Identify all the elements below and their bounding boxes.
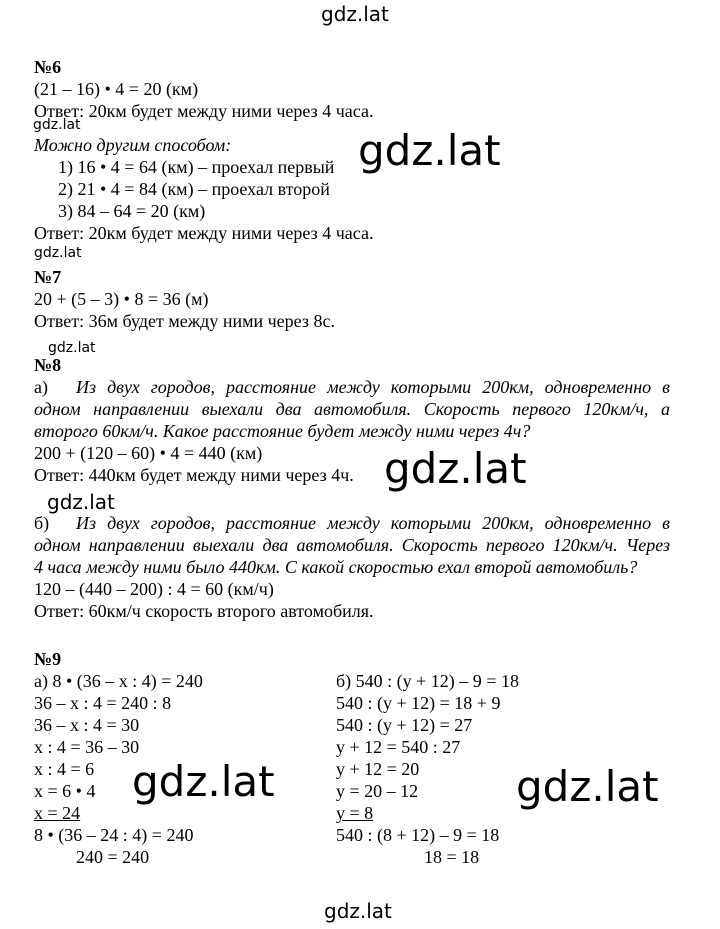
equation-a-line: x = 6 • 4 xyxy=(34,781,96,801)
equation-a-line: 36 – x : 4 = 240 : 8 xyxy=(34,693,172,713)
problem-6-step-3: 3) 84 – 64 = 20 (км) xyxy=(58,201,206,221)
problem-6-step-1: 1) 16 • 4 = 64 (км) – проехал первый xyxy=(58,157,335,177)
problem-8b-answer: Ответ: 60км/ч скорость второго автомобиля. xyxy=(34,601,374,621)
problem-8b-solution: 120 – (440 – 200) : 4 = 60 (км/ч) xyxy=(34,579,274,599)
watermark-small: gdz.lat xyxy=(33,117,81,133)
problem-8a-text-line: одном направлении выехали два автомобиля. Скорость первого 120км/ч, а xyxy=(34,399,670,419)
problem-7-answer: Ответ: 36м будет между ними через 8с. xyxy=(34,311,335,331)
problem-7-solution: 20 + (5 – 3) • 8 = 36 (м) xyxy=(34,289,209,309)
equation-b-line: 540 : (y + 12) = 18 + 9 xyxy=(336,693,501,713)
equation-a-line: а) 8 • (36 – x : 4) = 240 xyxy=(34,671,203,691)
equation-b-result: y = 8 xyxy=(336,803,374,823)
problem-8b-text-line: Из двух городов, расстояние между которыми 200км, одновременно в xyxy=(76,513,670,533)
watermark-bottom: gdz.lat xyxy=(324,899,392,923)
equation-a-check: 8 • (36 – 24 : 4) = 240 xyxy=(34,825,194,845)
problem-8a-answer: Ответ: 440км будет между ними через 4ч. xyxy=(34,465,354,485)
equation-a-result: x = 24 xyxy=(34,803,81,823)
problem-9-heading: №9 xyxy=(34,649,62,669)
problem-8a-solution: 200 + (120 – 60) • 4 = 440 (км) xyxy=(34,443,263,463)
problem-6-step-2: 2) 21 • 4 = 84 (км) – проехал второй xyxy=(58,179,330,199)
equation-a-line: 36 – x : 4 = 30 xyxy=(34,715,140,735)
watermark-small: gdz.lat xyxy=(34,245,82,261)
problem-6-alt-method: Можно другим способом: xyxy=(34,135,232,155)
watermark-medium: gdz.lat xyxy=(47,490,115,514)
equation-b-line: y + 12 = 540 : 27 xyxy=(336,737,461,757)
problem-6-answer-2: Ответ: 20км будет между ними через 4 часа. xyxy=(34,223,374,243)
problem-6-answer: Ответ: 20км будет между ними через 4 часа. xyxy=(34,101,374,121)
problem-7-heading: №7 xyxy=(34,267,62,287)
watermark-large: gdz.lat xyxy=(516,762,659,811)
watermark-large: gdz.lat xyxy=(358,126,501,175)
equation-b-check: 540 : (8 + 12) – 9 = 18 xyxy=(336,825,500,845)
watermark-large: gdz.lat xyxy=(384,444,527,493)
equation-a-line: x : 4 = 36 – 30 xyxy=(34,737,140,757)
problem-8a-text-line: Из двух городов, расстояние между которыми 200км, одновременно в xyxy=(76,377,670,397)
equation-a-line: x : 4 = 6 xyxy=(34,759,95,779)
problem-6-heading: №6 xyxy=(34,57,62,77)
watermark-small: gdz.lat xyxy=(48,340,96,356)
equation-b-line: y = 20 – 12 xyxy=(336,781,419,801)
equation-b-check-result: 18 = 18 xyxy=(424,847,480,867)
problem-6-solution: (21 – 16) • 4 = 20 (км) xyxy=(34,79,199,99)
equation-b-line: б) 540 : (y + 12) – 9 = 18 xyxy=(336,671,519,691)
watermark-large: gdz.lat xyxy=(132,757,275,806)
problem-8b-text-line: 4 часа между ними было 440км. С какой скоростью ехал второй автомобиль? xyxy=(34,557,638,577)
watermark-top: gdz.lat xyxy=(321,2,389,26)
problem-8-heading: №8 xyxy=(34,355,62,375)
equation-b-line: y + 12 = 20 xyxy=(336,759,420,779)
equation-b-line: 540 : (y + 12) = 27 xyxy=(336,715,473,735)
problem-8b-text-line: одном направлении выехали два автомобиля. Скорость первого 120км/ч. Через xyxy=(34,535,670,555)
equation-a-check-result: 240 = 240 xyxy=(76,847,150,867)
problem-8a-text-line: второго 60км/ч. Какое расстояние будет между ними через 4ч? xyxy=(34,421,531,441)
problem-8b-label: б) xyxy=(34,513,50,533)
problem-8a-label: а) xyxy=(34,377,48,397)
